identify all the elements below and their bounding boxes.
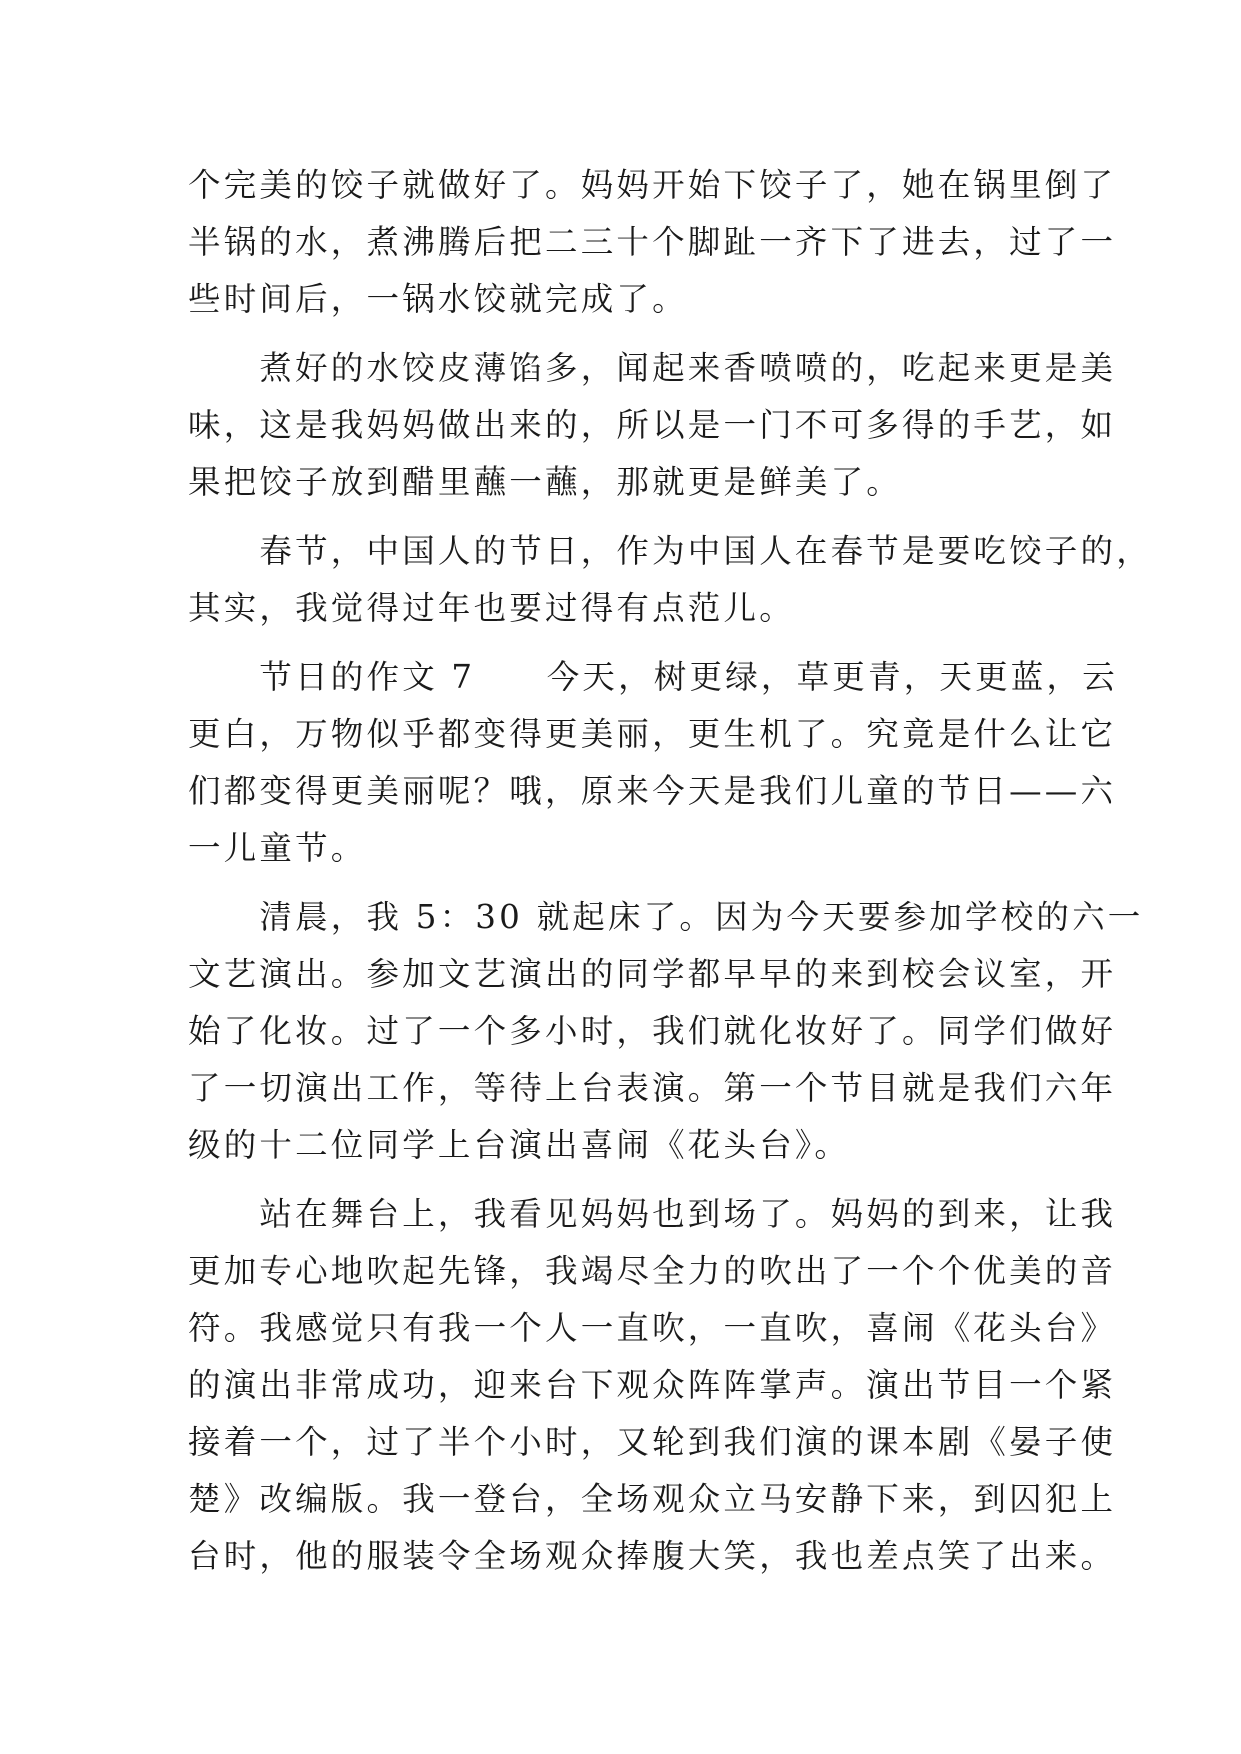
paragraph-morning	[188, 889, 1144, 1174]
text-line: 味，这是我妈妈做出来的，所以是一门不可多得的手艺，如	[188, 406, 1117, 444]
text-line: 站在舞台上，我看见妈妈也到场了。妈妈的到来，让我	[188, 1195, 1117, 1233]
paragraph-dumpling-taste	[188, 340, 1117, 511]
text-line: 更白，万物似乎都变得更美丽，更生机了。究竟是什么让它	[188, 715, 1117, 753]
text-line: 台时，他的服装令全场观众捧腹大笑，我也差点笑了出来。	[188, 1537, 1117, 1575]
paragraph-spring-festival	[188, 523, 1152, 637]
text-line: 的演出非常成功，迎来台下观众阵阵掌声。演出节目一个紧	[188, 1366, 1117, 1404]
essay-body	[188, 157, 1152, 1597]
text-line: 一儿童节。	[188, 829, 367, 867]
paragraph-on-stage	[188, 1186, 1117, 1585]
text-line: 们都变得更美丽呢？哦，原来今天是我们儿童的节日——六	[188, 772, 1117, 810]
paragraph-dumpling-finish	[188, 157, 1117, 328]
text-line: 级的十二位同学上台演出喜闹《花头台》。	[188, 1126, 851, 1164]
text-line: 文艺演出。参加文艺演出的同学都早早的来到校会议室，开	[188, 955, 1117, 993]
text-line: 清晨，我 5：30 就起床了。因为今天要参加学校的六一	[188, 898, 1144, 936]
paragraph-essay-7-intro	[188, 649, 1118, 877]
text-line: 其实，我觉得过年也要过得有点范儿。	[188, 589, 795, 627]
text-line: 始了化妆。过了一个多小时，我们就化妆好了。同学们做好	[188, 1012, 1117, 1050]
text-line: 符。我感觉只有我一个人一直吹，一直吹，喜闹《花头台》	[188, 1309, 1117, 1347]
text-line: 楚》改编版。我一登台，全场观众立马安静下来，到囚犯上	[188, 1480, 1117, 1518]
text-line: 个完美的饺子就做好了。妈妈开始下饺子了，她在锅里倒了	[188, 166, 1117, 204]
text-line: 煮好的水饺皮薄馅多，闻起来香喷喷的，吃起来更是美	[188, 349, 1117, 387]
text-line: 更加专心地吹起先锋，我竭尽全力的吹出了一个个优美的音	[188, 1252, 1117, 1290]
text-line: 了一切演出工作，等待上台表演。第一个节目就是我们六年	[188, 1069, 1117, 1107]
text-line: 春节，中国人的节日，作为中国人在春节是要吃饺子的，	[188, 532, 1152, 570]
text-line: 节日的作文 7 今天，树更绿，草更青，天更蓝，云	[188, 658, 1118, 696]
text-line: 些时间后，一锅水饺就完成了。	[188, 280, 688, 318]
text-line: 半锅的水，煮沸腾后把二三十个脚趾一齐下了进去，过了一	[188, 223, 1117, 261]
text-line: 接着一个，过了半个小时，又轮到我们演的课本剧《晏子使	[188, 1423, 1117, 1461]
text-line: 果把饺子放到醋里蘸一蘸，那就更是鲜美了。	[188, 463, 903, 501]
